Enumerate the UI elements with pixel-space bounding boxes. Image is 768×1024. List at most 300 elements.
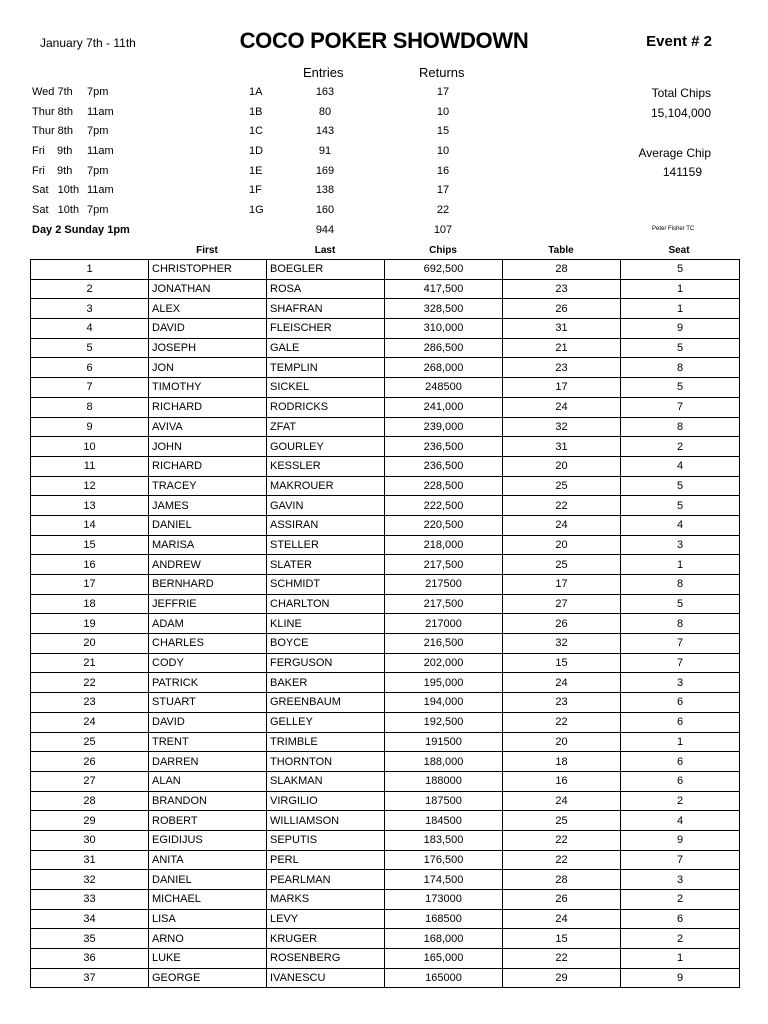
table-number-cell: 32 <box>503 417 621 437</box>
chips-cell: 187500 <box>385 791 503 811</box>
table-row <box>31 496 740 516</box>
last-name-cell: GALE <box>267 338 385 358</box>
table-number-cell: 22 <box>503 830 621 850</box>
rank-cell: 18 <box>31 594 149 614</box>
first-name-cell: JAMES <box>149 496 267 516</box>
table-row <box>31 850 740 870</box>
chips-cell: 216,500 <box>385 634 503 654</box>
rank-cell: 36 <box>31 949 149 969</box>
table-number-cell: 24 <box>503 909 621 929</box>
seat-cell: 4 <box>621 811 740 831</box>
seat-cell: 5 <box>621 594 740 614</box>
flight-day: Wed 7th <box>32 86 73 98</box>
last-name-cell: THORNTON <box>267 752 385 772</box>
chips-cell: 286,500 <box>385 338 503 358</box>
first-name-cell: JONATHAN <box>149 279 267 299</box>
chips-cell: 194,000 <box>385 693 503 713</box>
day2-label: Day 2 Sunday 1pm <box>32 224 130 236</box>
total-entries: 944 <box>315 224 335 236</box>
flight-day: Sat 10th <box>32 204 80 216</box>
table-number-cell: 29 <box>503 968 621 988</box>
column-header-last: Last <box>314 245 336 256</box>
seat-cell: 8 <box>621 417 740 437</box>
flight-row <box>0 106 768 126</box>
first-name-cell: GEORGE <box>149 968 267 988</box>
chips-cell: 168500 <box>385 909 503 929</box>
table-row <box>31 358 740 378</box>
first-name-cell: CHRISTOPHER <box>149 260 267 280</box>
flight-row <box>0 125 768 145</box>
first-name-cell: ANITA <box>149 850 267 870</box>
rank-cell: 33 <box>31 890 149 910</box>
table-number-cell: 31 <box>503 437 621 457</box>
seat-cell: 1 <box>621 949 740 969</box>
first-name-cell: RICHARD <box>149 456 267 476</box>
flight-entries: 80 <box>318 106 332 118</box>
event-number: Event # 2 <box>646 33 712 50</box>
table-row <box>31 417 740 437</box>
last-name-cell: BOYCE <box>267 634 385 654</box>
flight-entries: 143 <box>315 125 335 137</box>
seat-cell: 1 <box>621 555 740 575</box>
last-name-cell: SHAFRAN <box>267 299 385 319</box>
flight-entries: 163 <box>315 86 335 98</box>
table-number-cell: 25 <box>503 811 621 831</box>
last-name-cell: SCHMIDT <box>267 575 385 595</box>
first-name-cell: AVIVA <box>149 417 267 437</box>
chips-cell: 217,500 <box>385 594 503 614</box>
table-row <box>31 260 740 280</box>
seat-cell: 6 <box>621 712 740 732</box>
rank-cell: 2 <box>31 279 149 299</box>
seat-cell: 1 <box>621 299 740 319</box>
seat-cell: 3 <box>621 870 740 890</box>
column-header-table: Table <box>548 245 574 256</box>
first-name-cell: DANIEL <box>149 515 267 535</box>
rank-cell: 17 <box>31 575 149 595</box>
seat-cell: 7 <box>621 634 740 654</box>
table-row <box>31 456 740 476</box>
last-name-cell: BOEGLER <box>267 260 385 280</box>
seat-cell: 4 <box>621 515 740 535</box>
flight-entries: 169 <box>315 165 335 177</box>
table-row <box>31 890 740 910</box>
table-row <box>31 535 740 555</box>
table-row <box>31 830 740 850</box>
last-name-cell: TEMPLIN <box>267 358 385 378</box>
chips-cell: 188000 <box>385 771 503 791</box>
table-row <box>31 279 740 299</box>
table-row <box>31 653 740 673</box>
seat-cell: 1 <box>621 732 740 752</box>
first-name-cell: DARREN <box>149 752 267 772</box>
table-number-cell: 22 <box>503 496 621 516</box>
chips-cell: 217500 <box>385 575 503 595</box>
table-number-cell: 20 <box>503 535 621 555</box>
last-name-cell: ASSIRAN <box>267 515 385 535</box>
last-name-cell: RODRICKS <box>267 397 385 417</box>
chips-cell: 228,500 <box>385 476 503 496</box>
rank-cell: 37 <box>31 968 149 988</box>
flight-id: 1G <box>249 204 264 216</box>
first-name-cell: CHARLES <box>149 634 267 654</box>
table-number-cell: 23 <box>503 279 621 299</box>
table-number-cell: 17 <box>503 378 621 398</box>
flight-entries: 138 <box>315 184 335 196</box>
rank-cell: 14 <box>31 515 149 535</box>
seat-cell: 9 <box>621 319 740 339</box>
chips-cell: 173000 <box>385 890 503 910</box>
seat-cell: 8 <box>621 358 740 378</box>
first-name-cell: DANIEL <box>149 870 267 890</box>
first-name-cell: BRANDON <box>149 791 267 811</box>
total-returns: 107 <box>433 224 453 236</box>
last-name-cell: GREENBAUM <box>267 693 385 713</box>
rank-cell: 9 <box>31 417 149 437</box>
flight-time: 11am <box>87 184 114 196</box>
first-name-cell: TRACEY <box>149 476 267 496</box>
rank-cell: 31 <box>31 850 149 870</box>
table-number-cell: 22 <box>503 712 621 732</box>
last-name-cell: ZFAT <box>267 417 385 437</box>
flight-entries: 160 <box>315 204 335 216</box>
seat-cell: 6 <box>621 752 740 772</box>
first-name-cell: ROBERT <box>149 811 267 831</box>
first-name-cell: LUKE <box>149 949 267 969</box>
average-chip-label: Average Chip <box>638 146 711 160</box>
flight-returns: 16 <box>436 165 450 177</box>
table-number-cell: 27 <box>503 594 621 614</box>
first-name-cell: TRENT <box>149 732 267 752</box>
flight-day: Thur 8th <box>32 106 73 118</box>
table-number-cell: 15 <box>503 653 621 673</box>
chip-count-table <box>30 259 740 988</box>
page-title: COCO POKER SHOWDOWN <box>239 28 529 53</box>
column-header-seat: Seat <box>668 245 690 256</box>
table-number-cell: 24 <box>503 397 621 417</box>
last-name-cell: MAKROUER <box>267 476 385 496</box>
seat-cell: 5 <box>621 378 740 398</box>
chips-cell: 241,000 <box>385 397 503 417</box>
table-number-cell: 25 <box>503 476 621 496</box>
table-row <box>31 299 740 319</box>
seat-cell: 6 <box>621 909 740 929</box>
table-number-cell: 16 <box>503 771 621 791</box>
flight-returns: 17 <box>436 86 450 98</box>
last-name-cell: KLINE <box>267 614 385 634</box>
rank-cell: 30 <box>31 830 149 850</box>
table-number-cell: 21 <box>503 338 621 358</box>
flight-id: 1B <box>249 106 263 118</box>
rank-cell: 25 <box>31 732 149 752</box>
returns-header: Returns <box>419 65 465 80</box>
first-name-cell: DAVID <box>149 712 267 732</box>
rank-cell: 21 <box>31 653 149 673</box>
column-header-first: First <box>196 245 218 256</box>
seat-cell: 4 <box>621 456 740 476</box>
last-name-cell: GELLEY <box>267 712 385 732</box>
seat-cell: 9 <box>621 968 740 988</box>
total-chips-value: 15,104,000 <box>650 106 711 120</box>
total-chips-label: Total Chips <box>651 86 711 100</box>
rank-cell: 5 <box>31 338 149 358</box>
chips-cell: 239,000 <box>385 417 503 437</box>
seat-cell: 3 <box>621 673 740 693</box>
seat-cell: 8 <box>621 575 740 595</box>
seat-cell: 2 <box>621 791 740 811</box>
table-row <box>31 693 740 713</box>
first-name-cell: LISA <box>149 909 267 929</box>
table-number-cell: 24 <box>503 515 621 535</box>
chips-cell: 236,500 <box>385 437 503 457</box>
table-number-cell: 17 <box>503 575 621 595</box>
last-name-cell: SLAKMAN <box>267 771 385 791</box>
chips-cell: 222,500 <box>385 496 503 516</box>
table-number-cell: 24 <box>503 791 621 811</box>
last-name-cell: BAKER <box>267 673 385 693</box>
last-name-cell: FLEISCHER <box>267 319 385 339</box>
rank-cell: 22 <box>31 673 149 693</box>
entries-header: Entries <box>303 65 344 80</box>
table-row <box>31 476 740 496</box>
chips-cell: 417,500 <box>385 279 503 299</box>
date-range: January 7th - 11th <box>40 36 136 50</box>
last-name-cell: IVANESCU <box>267 968 385 988</box>
average-chip-value: 141159 <box>662 165 702 179</box>
flight-id: 1A <box>249 86 263 98</box>
last-name-cell: GOURLEY <box>267 437 385 457</box>
chips-cell: 176,500 <box>385 850 503 870</box>
table-number-cell: 32 <box>503 634 621 654</box>
flight-day: Thur 8th <box>32 125 73 137</box>
first-name-cell: RICHARD <box>149 397 267 417</box>
first-name-cell: DAVID <box>149 319 267 339</box>
chips-cell: 192,500 <box>385 712 503 732</box>
table-row <box>31 712 740 732</box>
flight-id: 1C <box>249 125 264 137</box>
flight-time: 7pm <box>87 125 109 137</box>
seat-cell: 7 <box>621 653 740 673</box>
table-row <box>31 929 740 949</box>
table-row <box>31 909 740 929</box>
table-number-cell: 20 <box>503 732 621 752</box>
last-name-cell: CHARLTON <box>267 594 385 614</box>
chips-cell: 310,000 <box>385 319 503 339</box>
table-row <box>31 575 740 595</box>
flight-returns: 10 <box>436 106 450 118</box>
rank-cell: 11 <box>31 456 149 476</box>
table-row <box>31 968 740 988</box>
table-number-cell: 31 <box>503 319 621 339</box>
rank-cell: 24 <box>31 712 149 732</box>
table-number-cell: 18 <box>503 752 621 772</box>
table-row <box>31 949 740 969</box>
first-name-cell: MICHAEL <box>149 890 267 910</box>
flight-day: Sat 10th <box>32 184 80 196</box>
seat-cell: 2 <box>621 929 740 949</box>
table-row <box>31 771 740 791</box>
last-name-cell: WILLIAMSON <box>267 811 385 831</box>
rank-cell: 20 <box>31 634 149 654</box>
first-name-cell: JOHN <box>149 437 267 457</box>
flight-time: 7pm <box>87 86 109 98</box>
table-row <box>31 555 740 575</box>
flight-row <box>0 204 768 224</box>
table-number-cell: 22 <box>503 949 621 969</box>
chips-cell: 188,000 <box>385 752 503 772</box>
table-number-cell: 20 <box>503 456 621 476</box>
flight-id: 1E <box>249 165 263 177</box>
seat-cell: 7 <box>621 397 740 417</box>
last-name-cell: KRUGER <box>267 929 385 949</box>
flight-day: Fri 9th <box>32 145 73 157</box>
last-name-cell: TRIMBLE <box>267 732 385 752</box>
seat-cell: 8 <box>621 614 740 634</box>
table-row <box>31 338 740 358</box>
flight-row <box>0 165 768 185</box>
table-row <box>31 870 740 890</box>
first-name-cell: JON <box>149 358 267 378</box>
first-name-cell: JEFFRIE <box>149 594 267 614</box>
table-number-cell: 26 <box>503 890 621 910</box>
rank-cell: 35 <box>31 929 149 949</box>
rank-cell: 12 <box>31 476 149 496</box>
rank-cell: 1 <box>31 260 149 280</box>
last-name-cell: LEVY <box>267 909 385 929</box>
first-name-cell: ANDREW <box>149 555 267 575</box>
last-name-cell: SICKEL <box>267 378 385 398</box>
table-row <box>31 378 740 398</box>
last-name-cell: FERGUSON <box>267 653 385 673</box>
rank-cell: 29 <box>31 811 149 831</box>
last-name-cell: STELLER <box>267 535 385 555</box>
seat-cell: 3 <box>621 535 740 555</box>
table-row <box>31 791 740 811</box>
rank-cell: 32 <box>31 870 149 890</box>
last-name-cell: VIRGILIO <box>267 791 385 811</box>
rank-cell: 13 <box>31 496 149 516</box>
chips-cell: 202,000 <box>385 653 503 673</box>
rank-cell: 6 <box>31 358 149 378</box>
flight-returns: 10 <box>436 145 450 157</box>
table-number-cell: 25 <box>503 555 621 575</box>
table-row <box>31 752 740 772</box>
table-row <box>31 673 740 693</box>
chips-cell: 248500 <box>385 378 503 398</box>
chips-cell: 220,500 <box>385 515 503 535</box>
flight-row <box>0 184 768 204</box>
chips-cell: 184500 <box>385 811 503 831</box>
last-name-cell: MARKS <box>267 890 385 910</box>
column-header-chips: Chips <box>429 245 457 256</box>
flight-row <box>0 86 768 106</box>
flight-day: Fri 9th <box>32 165 73 177</box>
table-row <box>31 614 740 634</box>
chips-cell: 183,500 <box>385 830 503 850</box>
table-number-cell: 23 <box>503 693 621 713</box>
seat-cell: 5 <box>621 260 740 280</box>
seat-cell: 9 <box>621 830 740 850</box>
flight-returns: 15 <box>436 125 450 137</box>
seat-cell: 6 <box>621 771 740 791</box>
seat-cell: 2 <box>621 437 740 457</box>
credit-text: Peter Fisher TC <box>652 226 695 232</box>
flight-id: 1F <box>249 184 262 196</box>
first-name-cell: MARISA <box>149 535 267 555</box>
flight-returns: 17 <box>436 184 450 196</box>
table-row <box>31 319 740 339</box>
rank-cell: 8 <box>31 397 149 417</box>
chips-cell: 236,500 <box>385 456 503 476</box>
flight-time: 11am <box>87 145 114 157</box>
first-name-cell: ALAN <box>149 771 267 791</box>
chips-cell: 195,000 <box>385 673 503 693</box>
seat-cell: 7 <box>621 850 740 870</box>
chips-cell: 217,500 <box>385 555 503 575</box>
first-name-cell: STUART <box>149 693 267 713</box>
first-name-cell: BERNHARD <box>149 575 267 595</box>
chips-cell: 268,000 <box>385 358 503 378</box>
first-name-cell: JOSEPH <box>149 338 267 358</box>
table-row <box>31 634 740 654</box>
last-name-cell: ROSENBERG <box>267 949 385 969</box>
flight-time: 7pm <box>87 165 109 177</box>
last-name-cell: ROSA <box>267 279 385 299</box>
rank-cell: 15 <box>31 535 149 555</box>
chips-cell: 174,500 <box>385 870 503 890</box>
seat-cell: 5 <box>621 496 740 516</box>
first-name-cell: TIMOTHY <box>149 378 267 398</box>
last-name-cell: PERL <box>267 850 385 870</box>
table-number-cell: 15 <box>503 929 621 949</box>
first-name-cell: EGIDIJUS <box>149 830 267 850</box>
chips-cell: 191500 <box>385 732 503 752</box>
flight-returns: 22 <box>436 204 450 216</box>
last-name-cell: SLATER <box>267 555 385 575</box>
chips-cell: 165,000 <box>385 949 503 969</box>
table-row <box>31 594 740 614</box>
table-number-cell: 28 <box>503 260 621 280</box>
chips-cell: 218,000 <box>385 535 503 555</box>
rank-cell: 10 <box>31 437 149 457</box>
table-row <box>31 811 740 831</box>
seat-cell: 5 <box>621 476 740 496</box>
first-name-cell: ALEX <box>149 299 267 319</box>
chips-cell: 168,000 <box>385 929 503 949</box>
table-number-cell: 28 <box>503 870 621 890</box>
rank-cell: 28 <box>31 791 149 811</box>
last-name-cell: PEARLMAN <box>267 870 385 890</box>
seat-cell: 1 <box>621 279 740 299</box>
first-name-cell: CODY <box>149 653 267 673</box>
rank-cell: 16 <box>31 555 149 575</box>
seat-cell: 5 <box>621 338 740 358</box>
chips-cell: 692,500 <box>385 260 503 280</box>
chips-cell: 328,500 <box>385 299 503 319</box>
table-row <box>31 732 740 752</box>
seat-cell: 2 <box>621 890 740 910</box>
table-row <box>31 397 740 417</box>
rank-cell: 23 <box>31 693 149 713</box>
rank-cell: 26 <box>31 752 149 772</box>
first-name-cell: ARNO <box>149 929 267 949</box>
last-name-cell: SEPUTIS <box>267 830 385 850</box>
flight-time: 11am <box>87 106 114 118</box>
last-name-cell: KESSLER <box>267 456 385 476</box>
last-name-cell: GAVIN <box>267 496 385 516</box>
flight-time: 7pm <box>87 204 109 216</box>
table-row <box>31 437 740 457</box>
